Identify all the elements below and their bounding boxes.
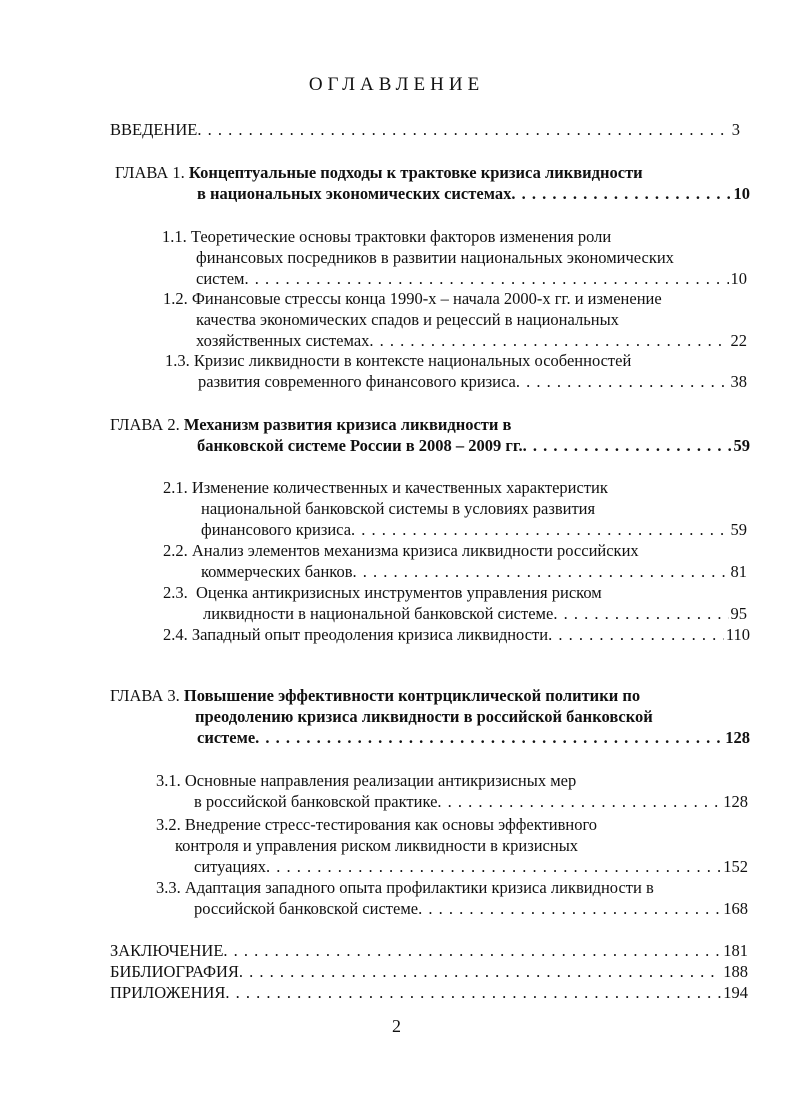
section-title-line2: в российской банковской практике — [194, 792, 438, 811]
toc-entry-intro — [110, 119, 740, 140]
dot-leader — [418, 898, 721, 919]
section-page: 22 — [730, 331, 747, 350]
section-page: 59 — [730, 520, 747, 539]
section-number: 2.2. — [163, 541, 188, 560]
entry-page: 3 — [731, 120, 740, 139]
toc-section-3-1 — [156, 770, 748, 812]
section-title-line1: Теоретические основы трактовки факторов изменения роли — [190, 227, 612, 246]
section-title-line1: Кризис ликвидности в контексте национальных особенностей — [193, 351, 632, 370]
section-title-line3: систем — [196, 269, 245, 288]
entry-label: БИБЛИОГРАФИЯ — [110, 962, 239, 981]
dot-leader — [369, 330, 728, 351]
toc-chapter-2 — [110, 414, 750, 456]
chapter-page: 59 — [733, 436, 750, 455]
section-number: 1.1. — [162, 227, 187, 246]
section-title-line1: Адаптация западного опыта профилактики кризиса ликвидности в — [184, 878, 654, 897]
chapter-title-line1: Повышение эффективности контрциклической политики по — [183, 686, 641, 705]
page-number: 2 — [392, 1016, 401, 1036]
toc-section-2-1 — [163, 477, 747, 540]
toc-section-3-2 — [156, 814, 748, 877]
section-title-line1: Оценка антикризисных инструментов управления риском — [196, 583, 602, 602]
section-page: 168 — [723, 899, 748, 918]
section-title-line2: российской банковской системе — [194, 899, 419, 918]
entry-page: 188 — [723, 962, 748, 981]
chapter-title-line1: Концептуальные подходы к трактовке кризиса ликвидности — [188, 163, 643, 182]
toc-section-1-2 — [163, 288, 747, 351]
entry-label: ВВЕДЕНИЕ — [110, 120, 198, 139]
dot-leader — [353, 561, 729, 582]
toc-section-2-2 — [163, 540, 747, 582]
chapter-title-line2: в национальных экономических системах — [197, 184, 512, 203]
section-title-line2: ликвидности в национальной банковской системе — [203, 604, 554, 623]
dot-leader — [223, 940, 721, 961]
dot-leader — [511, 183, 731, 204]
section-number: 3.2. — [156, 815, 181, 834]
dot-leader — [523, 435, 732, 456]
section-page: 128 — [723, 792, 748, 811]
section-title-line1: Анализ элементов механизма кризиса ликвидности российских — [191, 541, 639, 560]
toc-chapter-1 — [115, 162, 750, 204]
dot-leader — [516, 371, 729, 392]
toc-section-1-3 — [165, 350, 747, 392]
dot-leader — [351, 519, 728, 540]
section-title-line3: финансового кризиса — [201, 520, 352, 539]
entry-page: 194 — [723, 983, 748, 1002]
section-page: 110 — [725, 625, 750, 644]
section-title-line2: национальной банковской системы в условиях развития — [201, 499, 596, 518]
chapter-page: 128 — [725, 728, 750, 747]
toc-entry-conclusion — [110, 940, 748, 961]
dot-leader — [553, 603, 728, 624]
dot-leader — [548, 624, 724, 645]
section-number: 2.1. — [163, 478, 188, 497]
toc-section-2-4 — [163, 624, 750, 645]
section-page: 10 — [730, 269, 747, 288]
dot-leader — [255, 727, 723, 748]
section-page: 95 — [730, 604, 747, 623]
section-title-line2: развития современного финансового кризиса — [198, 372, 516, 391]
section-title-line1: Западный опыт преодоления кризиса ликвидности — [191, 625, 549, 644]
section-page: 81 — [730, 562, 747, 581]
section-title-line1: Финансовые стрессы конца 1990-х – начала 2000-х гг. и изменение — [191, 289, 662, 308]
section-title-line2: качества экономических спадов и рецессий в национальных — [196, 310, 619, 329]
chapter-title-line2: преодолению кризиса ликвидности в российской банковской — [195, 707, 653, 726]
section-title-line1: Внедрение стресс-тестирования как основы эффективного — [184, 815, 598, 834]
section-number: 1.2. — [163, 289, 188, 308]
section-title-line1: Изменение количественных и качественных характеристик — [191, 478, 608, 497]
chapter-title-line1: Механизм развития кризиса ликвидности в — [183, 415, 512, 434]
section-number: 2.3. — [163, 583, 188, 602]
toc-section-3-3 — [156, 877, 748, 919]
chapter-prefix: ГЛАВА 1. — [115, 163, 185, 182]
dot-leader — [266, 856, 721, 877]
dot-leader — [197, 119, 729, 140]
toc-chapter-3 — [110, 685, 750, 748]
dot-leader — [244, 268, 728, 289]
section-title-line2: коммерческих банков — [201, 562, 353, 581]
section-title-line2: финансовых посредников в развитии национальных экономических — [196, 248, 674, 267]
entry-page: 181 — [723, 941, 748, 960]
dot-leader — [225, 982, 721, 1003]
section-title-line3: ситуациях — [194, 857, 267, 876]
chapter-prefix: ГЛАВА 2. — [110, 415, 180, 434]
entry-label: ПРИЛОЖЕНИЯ — [110, 983, 226, 1002]
section-number: 3.1. — [156, 771, 181, 790]
dot-leader — [437, 791, 721, 812]
section-number: 2.4. — [163, 625, 188, 644]
section-number: 1.3. — [165, 351, 190, 370]
chapter-prefix: ГЛАВА 3. — [110, 686, 180, 705]
toc-entry-bibliography — [110, 961, 748, 982]
section-page: 152 — [723, 857, 748, 876]
toc-entry-appendices — [110, 982, 748, 1003]
section-title-line1: Основные направления реализации антикризисных мер — [184, 771, 577, 790]
section-number: 3.3. — [156, 878, 181, 897]
toc-section-2-3 — [163, 582, 747, 624]
toc-section-1-1 — [162, 226, 747, 289]
chapter-title-line3: системе — [197, 728, 256, 747]
chapter-page: 10 — [733, 184, 750, 203]
entry-label: ЗАКЛЮЧЕНИЕ — [110, 941, 224, 960]
dot-leader — [239, 961, 721, 982]
section-page: 38 — [730, 372, 747, 391]
page-title: ОГЛАВЛЕНИЕ — [308, 74, 485, 95]
chapter-title-line2: банковской системе России в 2008 – 2009 гг. — [197, 436, 523, 455]
section-title-line3: хозяйственных системах — [196, 331, 370, 350]
section-title-line2: контроля и управления риском ликвидности в кризисных — [175, 836, 579, 855]
